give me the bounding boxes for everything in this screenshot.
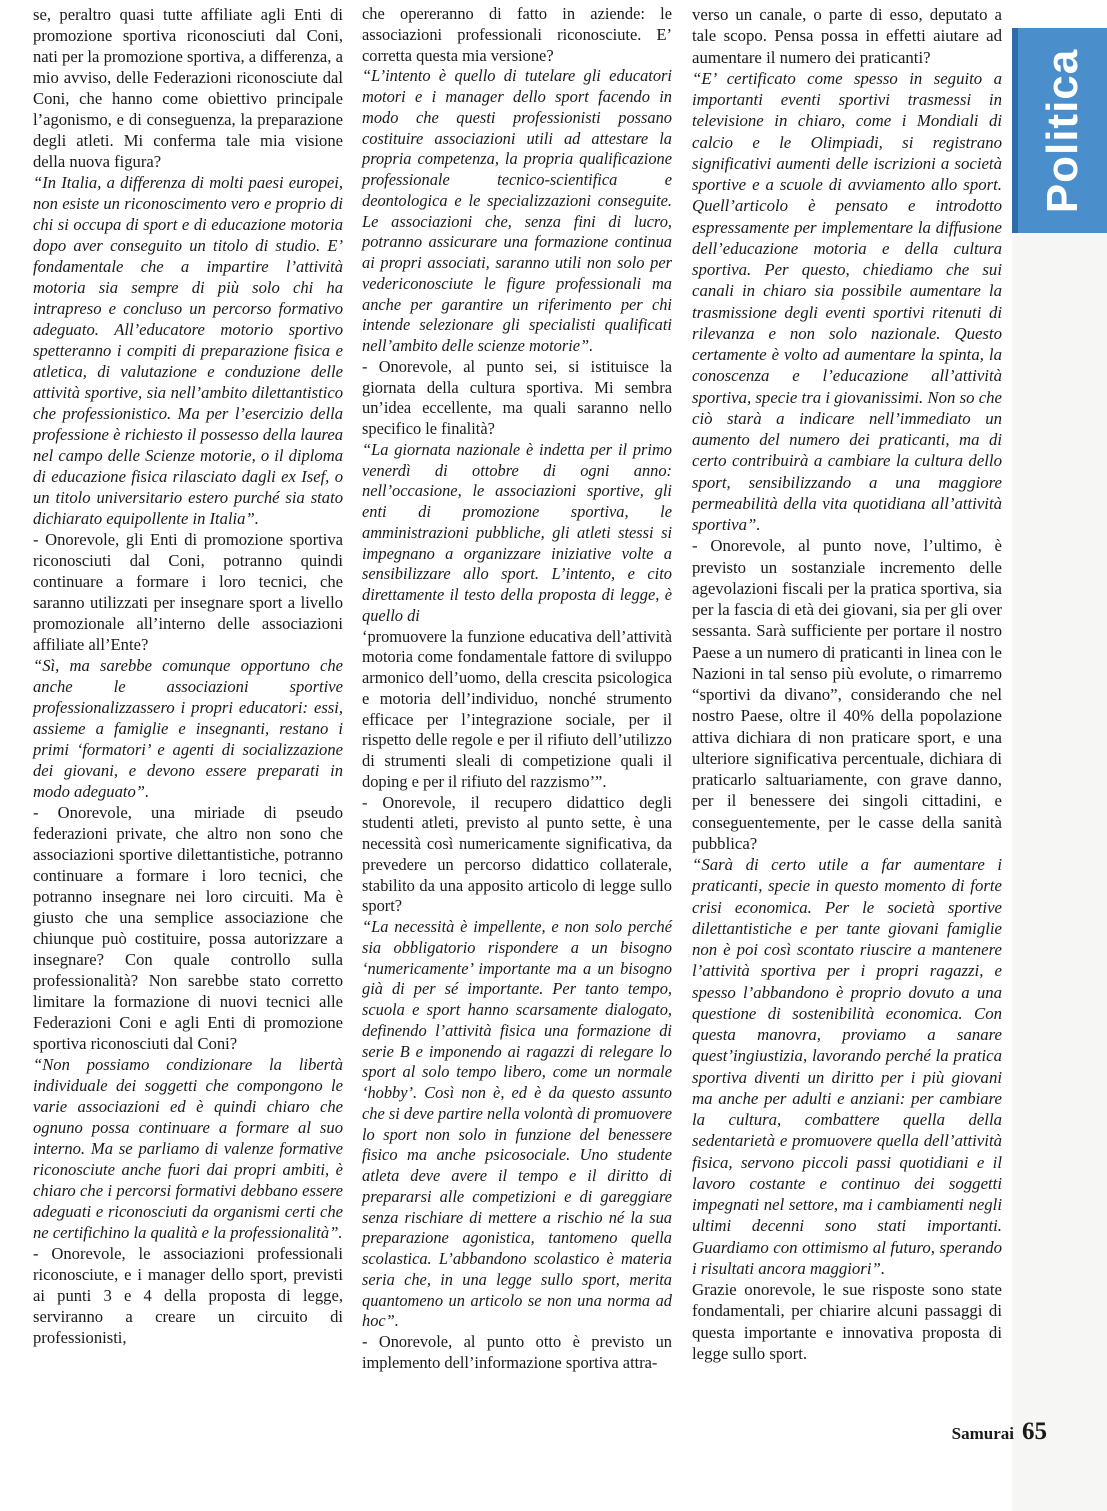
answer-paragraph: “L’intento è quello di tutelare gli educatori motori e i manager dello sport facendo in modo che questi professionisti possano costituire associazioni utili ad attestare la propria competenza, la propria qualificazione professionale tecnico-scientifica e deontologica e le specializzazioni conseguite. Le associazioni che, senza fini di lucro, potranno assicurare una formazione continua ai propri associati, saranno utili non solo per vedericonosciute le figure professionali ma anche per garantire un riferimento per chi intende selezionare gli specialisti qualificati nell’ambito delle scienze motorie”. [362,66,672,355]
page-number: 65 [1022,1418,1047,1445]
question-paragraph: - Onorevole, gli Enti di promozione sportiva riconosciuti dal Coni, potranno quindi continuare a formare i loro tecnici, che saranno utilizzati per insegnare sport a livello promozionale all’interno delle associazioni affiliate all’Ente? [33,530,343,654]
question-paragraph: che opereranno di fatto in aziende: le associazioni professionali riconosciute. E’ corretta questa mia versione? [362,4,672,65]
question-paragraph: verso un canale, o parte di esso, deputato a tale scopo. Pensa possa in effetti aiutare ad aumentare il numero dei praticanti? [692,5,1002,67]
answer-paragraph: “In Italia, a differenza di molti paesi europei, non esiste un riconoscimento vero e proprio di chi si occupa di sport e di educazione motoria dopo aver conseguito un titolo di studio. E’ fondamentale che a impartire l’attività motoria sia sempre di più solo chi ha intrapreso e concluso un percorso formativo adeguato. All’educatore motorio sportivo spetteranno i compiti di preparazione fisica e atletica, di valutazione e conduzione delle attività sportive, sia nell’ambito dilettantistico che professionistico. Ma per l’esercizio della professione è richiesto il possesso della laurea nel campo delle Scienze motorie, o il diploma di educazione fisica rilasciato dagli ex Isef, o un titolo universitario estero purché sia stato dichiarato equipollente in Italia”. [33,173,343,528]
magazine-name: Samurai [951,1424,1014,1443]
question-paragraph: - Onorevole, il recupero didattico degli studenti atleti, previsto al punto sette, è una necessità così numericamente significativa, da prevedere un percorso didattico collaterale, stabilito da una apposito articolo di legge sullo sport? [362,792,672,916]
section-label: Politica [1037,48,1087,213]
text-column-2 [362,4,672,1374]
text-column-3 [692,4,1002,1364]
question-paragraph: - Onorevole, al punto otto è previsto un implemento dell’informazione sportiva attra- [362,1332,672,1372]
answer-paragraph: “La giornata nazionale è indetta per il primo venerdì di ottobre di ogni anno: nell’occasione, le associazioni sportive, gli enti di promozione sportiva, le amministrazioni pubbliche, gli atleti stessi si impegnano a organizzare iniziative volte a sensibilizzare allo sport. L’intento, e cito direttamente il testo della proposta di legge, è quello di [362,439,672,625]
question-paragraph: - Onorevole, le associazioni professionali riconosciute, e i manager dello sport, previsti ai punti 3 e 4 della proposta di legge, serviranno a creare un circuito di professionisti, [33,1244,343,1347]
answer-paragraph: “Sarà di certo utile a far aumentare i praticanti, specie in questo momento di forte crisi economica. Per le società sportive dilettantistiche e per tante giovani famiglie non è poi così scontato riuscire a mantenere l’attività sportiva per i propri ragazzi, e spesso l’abbandono è proprio dovuto a una questione di sostenibilità economica. Con questa manovra, proviamo a sanare quest’ingiustizia, lavorando perché la pratica sportiva diventi un diritto per i più giovani ma anche per adulti e anziani: per cambiare la cultura, combattere quella della sedentarietà e promuovere quella dell’attività fisica, servono piccoli passi quotidiani e il lavoro costante e continuo dei soggetti impegnati nel settore, ma i cambiamenti negli ultimi decenni sono stati importanti. Guardiamo con ottimismo al futuro, sperando i risultati ancora maggiori”. [692,855,1002,1278]
question-paragraph: - Onorevole, al punto sei, si istituisce la giornata della cultura sportiva. Mi sembra un’idea eccellente, ma quali saranno nello specifico le finalità? [362,356,672,438]
question-paragraph: - Onorevole, al punto nove, l’ultimo, è previsto un sostanziale incremento delle agevolazioni fiscali per la pratica sportiva, sia per la fascia di età dei giovani, sia per gli over sessanta. Sarà sufficiente per portare il nostro Paese a un numero di praticanti in linea con le Nazioni in tal senso più evolute, o rimarremo “sportivi da divano”, considerando che nel nostro Paese, oltre il 40% della popolazione attiva dichiara di non praticare sport, e una ulteriore significativa percentuale, dichiara di praticarlo saltuariamente, con grave danno, per il benessere dei singoli cittadini, e conseguentemente, per le casse della sanità pubblica? [692,536,1002,853]
question-paragraph: se, peraltro quasi tutte affiliate agli Enti di promozione sportiva riconosciuti dal Coni, nati per la promozione sportiva, a differenza, a mio avviso, delle Federazioni riconosciute dal Coni, che hanno come obiettivo principale l’agonismo, e di conseguenza, la preparazione degli atleti. Mi conferma tale mia visione della nuova figura? [33,5,343,171]
page-footer [952,1418,1047,1446]
question-paragraph: ‘promuovere la funzione educativa dell’attività motoria come fondamentale fattore di sviluppo armonico dell’uomo, della crescita psicologica e motoria dell’individuo, nonché strumento efficace per l’integrazione sociale, per il rispetto delle regole e per il rifiuto dell’utilizzo di strumenti sleali di competizione quali il doping e per il rifiuto del razzismo’”. [362,626,672,791]
answer-paragraph: “La necessità è impellente, e non solo perché sia obbligatorio rispondere a un bisogno ‘numericamente’ importante ma a un bisogno già di per sé importante. Per tanto tempo, scuola e sport hanno scarsamente dialogato, definendo l’attività fisica una formazione di serie B e imponendo ai ragazzi di relegare lo sport al solo tempo libero, come un normale ‘hobby’. Così non è, ed è da questo assunto che si deve partire nella volontà di promuovere lo sport non solo in funzione del benessere fisico ma anche psicosociale. Uno studente atleta deve avere il tempo e il diritto di prepararsi alle competizioni e di gareggiare senza rischiare di mettere a rischio né la sua preparazione agonistica, tantomeno quella scolastica. L’abbandono scolastico è materia seria che, in una legge sullo sport, merita quantomeno un articolo se non una norma ad hoc”. [362,917,672,1331]
margin-strip [1012,233,1107,1511]
question-paragraph: - Onorevole, una miriade di pseudo federazioni private, che altro non sono che associazioni sportive dilettantistiche, potranno continuare a formare i loro tecnici, che potranno insegnare nei loro circuiti. Ma è giusto che una semplice associazione che chiunque può costituire, possa autorizzare a insegnare? Con quale controllo sulla professionalità? Non sarebbe stato corretto limitare la formazione di nuovi tecnici alle Federazioni Coni e agli Enti di promozione sportiva riconosciuti dal Coni? [33,803,343,1053]
question-paragraph: Grazie onorevole, le sue risposte sono state fondamentali, per chiarire alcuni passaggi di questa importante e innovativa proposta di legge sullo sport. [692,1280,1002,1363]
section-tab [1012,28,1107,233]
answer-paragraph: “Sì, ma sarebbe comunque opportuno che anche le associazioni sportive professionalizzassero i propri educatori: essi, assieme a famiglie e insegnanti, restano i primi ‘formatori’ e agenti di socializzazione dei giovani, e devono essere preparati in modo adeguato”. [33,656,343,801]
answer-paragraph: “E’ certificato come spesso in seguito a importanti eventi sportivi trasmessi in televisione in chiaro, come i Mondiali di calcio e le Olimpiadi, si registrano significativi aumenti delle iscrizioni a società sportive e a scuole di avviamento allo sport. Quell’articolo è pensato e introdotto espressamente per implementare la diffusione dell’educazione motoria e della cultura sportiva. Per questo, chiediamo che sui canali in chiaro sia possibile aumentare la trasmissione degli eventi sportivi ritenuti di rilevanza e non solo nazionale. Questo certamente è volto ad aumentare la spinta, la conoscenza e l’educazione all’attività sportiva, specie tra i giovanissimi. Non so che ciò starà a indicare nell’immediato un aumento del numero dei praticanti, ma di certo contribuirà a cambiare la cultura dello sport, sensibilizzando a una maggiore permeabilità della vita quotidiana all’attività sportiva”. [692,68,1002,534]
answer-paragraph: “Non possiamo condizionare la libertà individuale dei soggetti che compongono le varie associazioni ed è quindi chiaro che ognuno possa continuare a formare al suo interno. Ma se parliamo di valenze formative riconosciute anche fuori dai propri ambiti, è chiaro che i percorsi formativi debbano essere adeguati e riconosciuti da organismi certi che ne certifichino la qualità e la professionalità”. [33,1055,343,1242]
text-column-1 [33,4,343,1348]
